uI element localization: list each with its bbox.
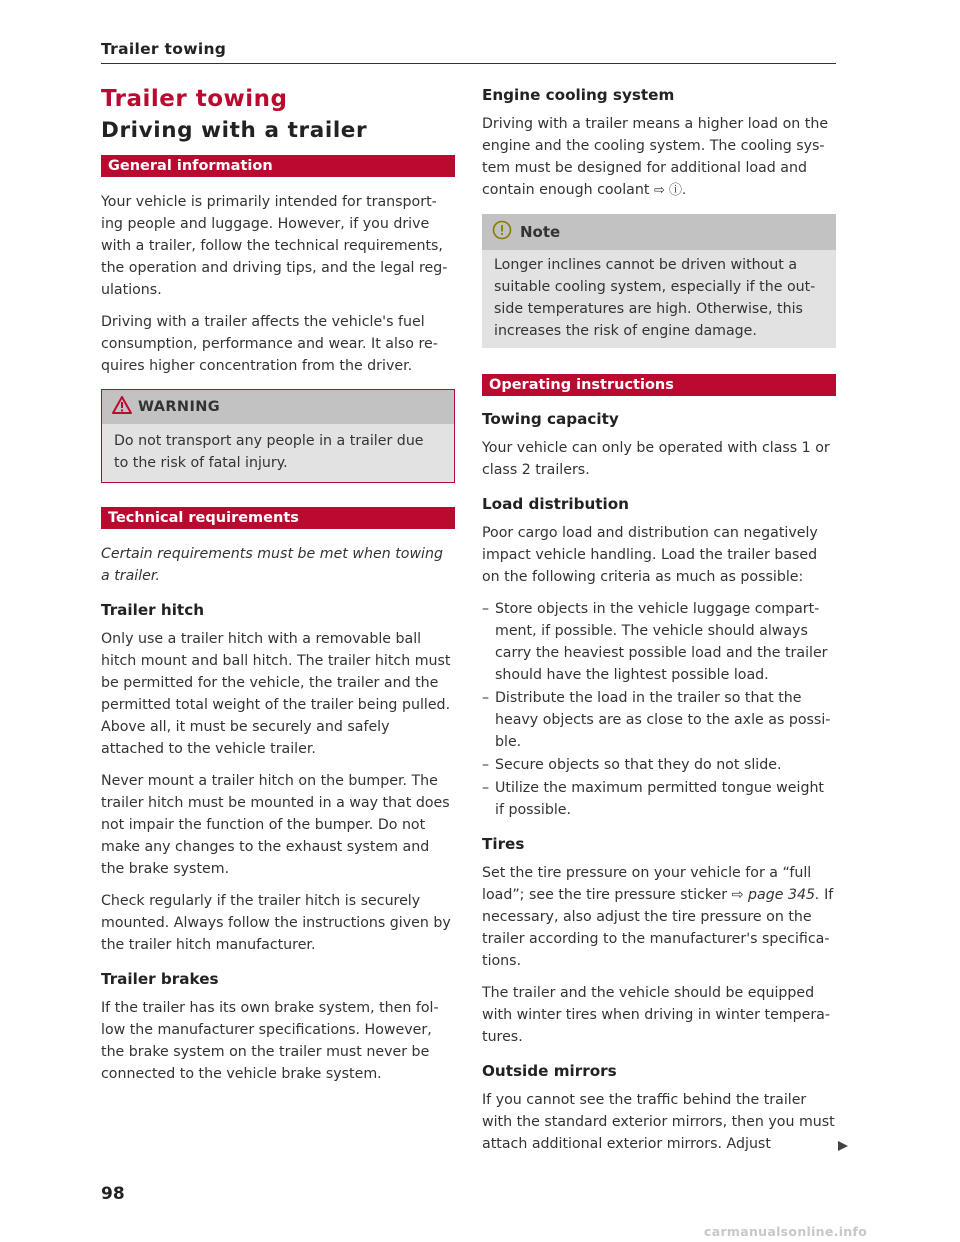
note-circle-icon	[492, 220, 512, 244]
cooling-paragraph-1	[482, 113, 836, 202]
hitch-paragraph-3: Check regularly if the trailer hitch is securely mounted. Always follow the instructions given by the trailer hitch manufacturer.	[101, 893, 451, 953]
left-column	[101, 82, 455, 1095]
general-information-bar: General information	[101, 155, 455, 177]
hitch-paragraph-1: Only use a trailer hitch with a removable ball hitch mount and ball hitch. The trailer hitch must be permitted for the vehicle, the trailer and the permitted total weight of the trailer being pulled. Above all, it must be securely and safely attached to the vehicle trailer.	[101, 631, 451, 757]
cooling-text: Driving with a trailer means a higher load on the engine and the cooling system. The cooling sys-tem must be designed for additional load and contain enough coolant	[482, 116, 829, 198]
note-body	[482, 250, 836, 348]
list-item: – Secure objects so that they do not slide.	[482, 754, 836, 776]
cooling-note-reference[interactable]: ⇨ ⓘ.	[653, 183, 687, 198]
general-paragraph-2: Driving with a trailer affects the vehicle's fuel consumption, performance and wear. It also re-quires higher concentration from the driver.	[101, 314, 438, 374]
warning-triangle-icon	[112, 396, 132, 418]
warning-header	[102, 390, 454, 424]
note-label: Note	[520, 223, 561, 241]
list-item: – Store objects in the vehicle luggage compart-ment, if possible. The vehicle should always carry the heaviest possible load and the trailer should have the lightest possible load.	[482, 598, 836, 686]
note-box	[482, 214, 836, 348]
tires-paragraph-1	[482, 862, 836, 972]
note-text: Longer inclines cannot be driven without a suitable cooling system, especially if the out-side temperatures are high. Otherwise, this increases the risk of engine damage.	[494, 257, 816, 339]
tires-text-b: If necessary, also adjust the tire pressure on the trailer according to the manufacturer's specifica-tions.	[482, 887, 834, 969]
section-title: Driving with a trailer	[101, 118, 368, 143]
load-list	[482, 598, 836, 821]
technical-intro: Certain requirements must be met when towing a trailer.	[101, 546, 443, 584]
right-column	[482, 82, 836, 1165]
list-item: – Distribute the load in the trailer so that the heavy objects are as close to the axle as possi-ble.	[482, 687, 836, 753]
warning-text: Do not transport any people in a trailer due to the risk of fatal injury.	[114, 433, 424, 471]
mirrors-paragraph-1: If you cannot see the traffic behind the trailer with the standard exterior mirrors, then you must attach additional exterior mirrors. Adjust	[482, 1092, 835, 1152]
warning-body	[102, 424, 454, 482]
tires-text-a: Set the tire pressure on your vehicle for a “full load”; see the tire pressure sticker	[482, 865, 812, 903]
load-distribution-heading: Load distribution	[482, 495, 629, 513]
header-rule	[101, 63, 836, 64]
operating-instructions-bar: Operating instructions	[482, 374, 836, 396]
outside-mirrors-heading: Outside mirrors	[482, 1062, 617, 1080]
brakes-paragraph-1: If the trailer has its own brake system, then fol-low the manufacturer specifications. However, the brake system on the trailer must never be connected to the vehicle brake system.	[101, 1000, 439, 1082]
continue-arrow-icon	[837, 1140, 849, 1155]
warning-box	[101, 389, 455, 483]
tire-pressure-page-link[interactable]: ⇨ page 345.	[731, 887, 820, 903]
warning-label: WARNING	[138, 399, 221, 415]
engine-cooling-heading: Engine cooling system	[482, 86, 675, 104]
page-number: 98	[101, 1184, 125, 1204]
technical-requirements-bar: Technical requirements	[101, 507, 455, 529]
tires-heading: Tires	[482, 835, 525, 853]
towing-paragraph-1: Your vehicle can only be operated with class 1 or class 2 trailers.	[482, 440, 830, 478]
running-head: Trailer towing	[101, 40, 227, 58]
chapter-title: Trailer towing	[101, 86, 288, 112]
watermark: carmanualsonline.info	[704, 1224, 868, 1239]
load-paragraph-1: Poor cargo load and distribution can negatively impact vehicle handling. Load the trailer based on the following criteria as much as possible:	[482, 525, 818, 585]
general-paragraph-1: Your vehicle is primarily intended for transport-ing people and luggage. However, if you drive with a trailer, follow the technical requirements, the operation and driving tips, and the legal reg-ulations.	[101, 194, 448, 298]
tires-paragraph-2: The trailer and the vehicle should be equipped with winter tires when driving in winter tempera-tures.	[482, 985, 830, 1045]
hitch-paragraph-2: Never mount a trailer hitch on the bumper. The trailer hitch must be mounted in a way that does not impair the function of the bumper. Do not make any changes to the exhaust system and the brake system.	[101, 773, 450, 877]
list-item: – Utilize the maximum permitted tongue weight if possible.	[482, 777, 836, 821]
trailer-brakes-heading: Trailer brakes	[101, 970, 219, 988]
towing-capacity-heading: Towing capacity	[482, 410, 619, 428]
note-header	[482, 214, 836, 250]
trailer-hitch-heading: Trailer hitch	[101, 601, 205, 619]
